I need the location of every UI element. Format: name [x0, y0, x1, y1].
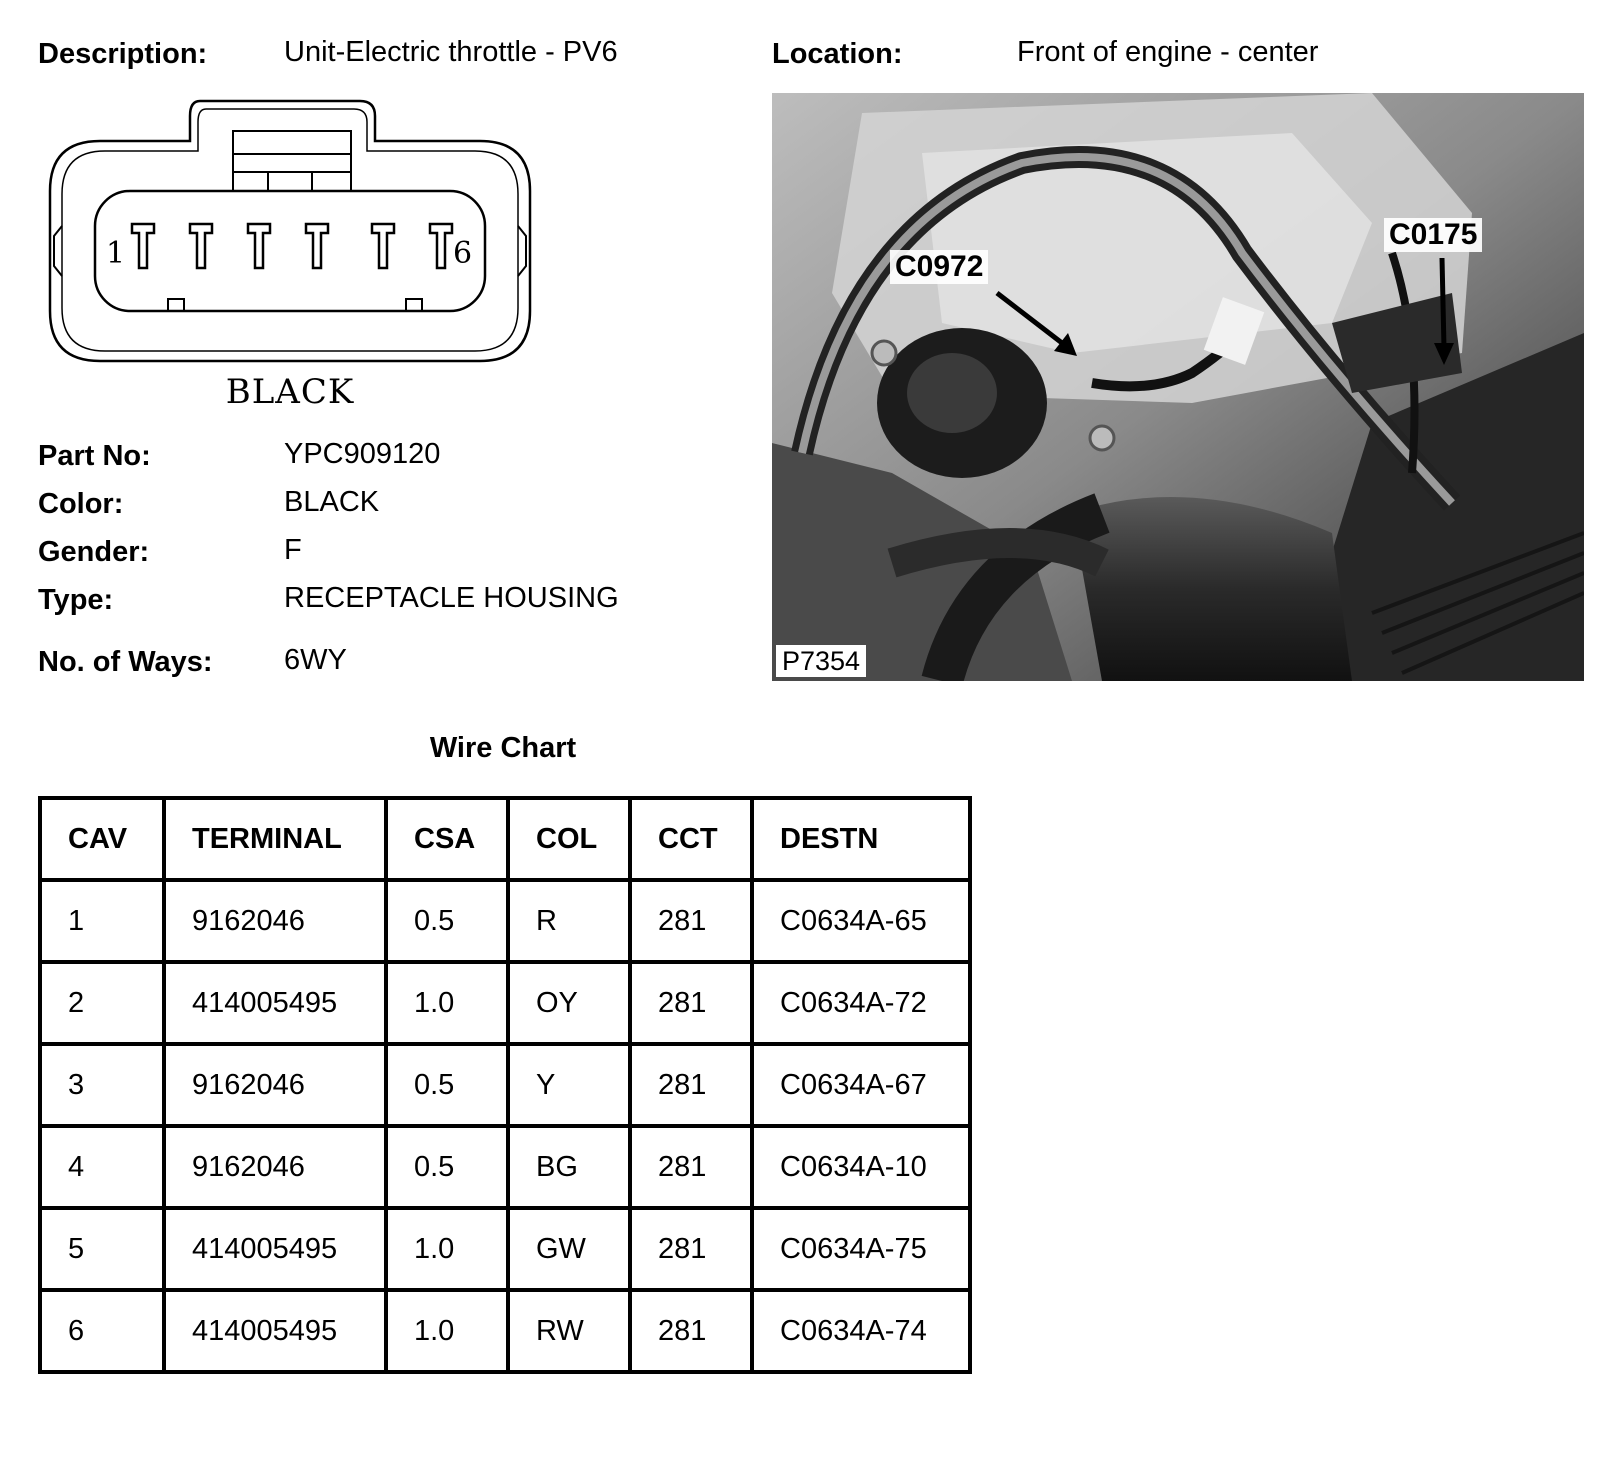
cell-cav: 5 — [40, 1208, 164, 1290]
cell-destn: C0634A-75 — [752, 1208, 970, 1290]
connector-face-diagram — [40, 96, 540, 416]
wire-chart-table — [38, 796, 972, 1374]
callout-c0972: C0972 — [890, 250, 988, 284]
table-row — [40, 1290, 970, 1372]
header-terminal: TERMINAL — [164, 798, 386, 880]
cell-terminal: 414005495 — [164, 1208, 386, 1290]
location-label: Location: — [772, 38, 903, 70]
table-header-row — [40, 798, 970, 880]
table-row — [40, 880, 970, 962]
header-cct: CCT — [630, 798, 752, 880]
cell-col: Y — [508, 1044, 630, 1126]
engine-location-photo — [772, 93, 1584, 681]
spec-value-gender: F — [284, 534, 302, 566]
cell-cct: 281 — [630, 1290, 752, 1372]
cell-col: R — [508, 880, 630, 962]
callout-c0175: C0175 — [1384, 218, 1482, 252]
cell-cav: 4 — [40, 1126, 164, 1208]
cell-cav: 1 — [40, 880, 164, 962]
header-col: COL — [508, 798, 630, 880]
cell-destn: C0634A-72 — [752, 962, 970, 1044]
cell-csa: 0.5 — [386, 880, 508, 962]
cell-cav: 3 — [40, 1044, 164, 1126]
description-label: Description: — [38, 38, 208, 70]
table-row — [40, 1126, 970, 1208]
cell-cct: 281 — [630, 880, 752, 962]
cell-col: OY — [508, 962, 630, 1044]
cell-csa: 0.5 — [386, 1044, 508, 1126]
cell-terminal: 414005495 — [164, 962, 386, 1044]
pin-6-label: 6 — [453, 236, 473, 271]
header-destn: DESTN — [752, 798, 970, 880]
cell-cav: 2 — [40, 962, 164, 1044]
location-value: Front of engine - center — [1017, 36, 1319, 68]
cell-cct: 281 — [630, 962, 752, 1044]
table-row — [40, 1044, 970, 1126]
spec-label-part-no: Part No: — [38, 440, 151, 472]
spec-label-color: Color: — [38, 488, 124, 520]
spec-label-ways: No. of Ways: — [38, 646, 213, 678]
cell-col: BG — [508, 1126, 630, 1208]
cell-cav: 6 — [40, 1290, 164, 1372]
cell-terminal: 9162046 — [164, 1126, 386, 1208]
cell-csa: 1.0 — [386, 962, 508, 1044]
cell-destn: C0634A-74 — [752, 1290, 970, 1372]
spec-label-gender: Gender: — [38, 536, 150, 568]
wire-chart-title: Wire Chart — [429, 732, 577, 764]
cell-cct: 281 — [630, 1208, 752, 1290]
table-row — [40, 1208, 970, 1290]
table-row — [40, 962, 970, 1044]
cell-csa: 1.0 — [386, 1290, 508, 1372]
cell-terminal: 9162046 — [164, 880, 386, 962]
connector-color-text: BLACK — [225, 372, 355, 412]
spec-label-type: Type: — [38, 584, 114, 616]
cell-cct: 281 — [630, 1044, 752, 1126]
cell-col: GW — [508, 1208, 630, 1290]
cell-terminal: 9162046 — [164, 1044, 386, 1126]
cell-terminal: 414005495 — [164, 1290, 386, 1372]
photo-reference: P7354 — [776, 645, 866, 677]
cell-col: RW — [508, 1290, 630, 1372]
spec-value-color: BLACK — [284, 486, 380, 518]
spec-value-ways: 6WY — [284, 644, 347, 676]
cell-destn: C0634A-10 — [752, 1126, 970, 1208]
cell-csa: 0.5 — [386, 1126, 508, 1208]
header-cav: CAV — [40, 798, 164, 880]
spec-value-part-no: YPC909120 — [284, 438, 441, 470]
description-value: Unit-Electric throttle - PV6 — [284, 36, 618, 68]
cell-destn: C0634A-67 — [752, 1044, 970, 1126]
cell-cct: 281 — [630, 1126, 752, 1208]
pin-1-label: 1 — [106, 236, 126, 271]
cell-destn: C0634A-65 — [752, 880, 970, 962]
header-csa: CSA — [386, 798, 508, 880]
cell-csa: 1.0 — [386, 1208, 508, 1290]
spec-value-type: RECEPTACLE HOUSING — [284, 582, 619, 614]
